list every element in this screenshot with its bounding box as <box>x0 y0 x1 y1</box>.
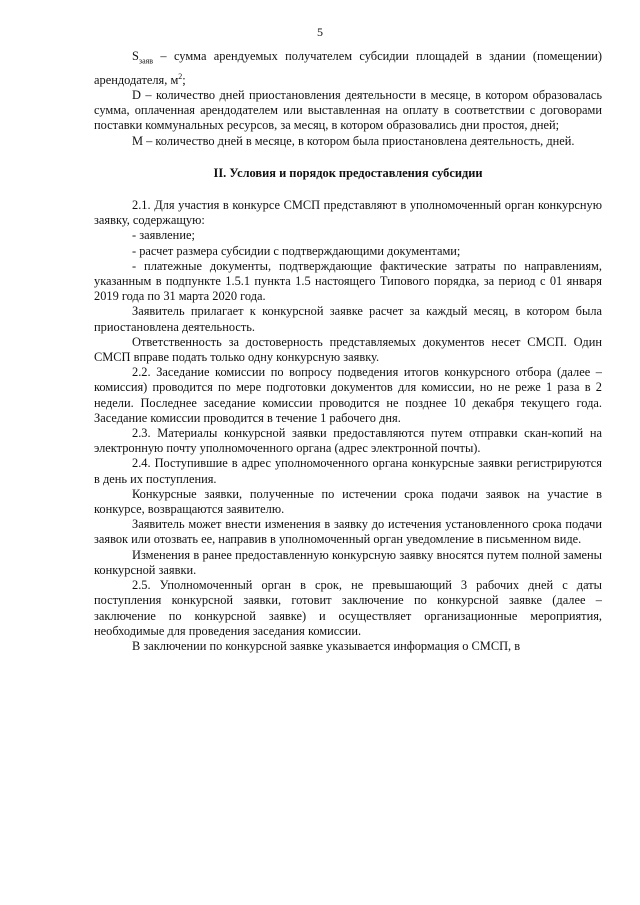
paragraph-2-3: 2.3. Материалы конкурсной заявки предоставляются путем отправки скан-копий на электронную почту уполномоченного органа (адрес электронной почты). <box>94 426 602 456</box>
paragraph-replacement: Изменения в ранее предоставленную конкурсную заявку вносятся путем полной замены конкурсной заявки. <box>94 547 602 577</box>
list-item-payment-documents: - платежные документы, подтверждающие фактические затраты по направлениям, указанным в подпункте 1.5.1 пункта 1.5 настоящего Типового порядка, за период с 01 января 2019 года по 31 марта 2020 года. <box>94 258 602 304</box>
paragraph-m-days: М – количество дней в месяце, в котором была приостановлена деятельность, дней. <box>132 133 575 148</box>
paragraph-late-applications: Конкурсные заявки, полученные по истечении срока подачи заявок на участие в конкурсе, возвращаются заявителю. <box>94 486 602 517</box>
variable-s: S <box>132 49 139 63</box>
document-body <box>94 49 602 654</box>
paragraph-d-days: D – количество дней приостановления деятельности в месяце, в котором образовалась сумма, оплаченная арендодателем или выставленная на оплату в соответствии с договорами поставки коммунальных ресурсов, за месяц, в котором образовались дни простоя, дней; <box>94 88 602 133</box>
paragraph-conclusion-info: В заключении по конкурсной заявке указывается информация о СМСП, в <box>132 638 521 653</box>
variable-s-subscript: заяв <box>138 56 154 66</box>
paragraph-responsibility: Ответственность за достоверность представляемых документов несет СМСП. Один СМСП вправе подать только одну конкурсную заявку. <box>94 334 602 365</box>
section-title: II. Условия и порядок предоставления субсидии <box>213 165 483 180</box>
paragraph-s-area-end: ; <box>182 72 186 87</box>
paragraph-monthly-calculation: Заявитель прилагает к конкурсной заявке расчет за каждый месяц, в котором была приостановлена деятельность. <box>94 304 602 334</box>
paragraph-2-2: 2.2. Заседание комиссии по вопросу подведения итогов конкурсного отбора (далее – комиссия) проводится по мере подготовки документов для комиссии, но не реже 1 раза в 2 недели. Последнее заседание комиссии проводится не позднее 10 декабря текущего года. Заседание комиссии проводится в течение 1 рабочего дня. <box>94 365 602 425</box>
page-number: 5 <box>317 25 323 39</box>
paragraph-2-5: 2.5. Уполномоченный орган в срок, не превышающий 3 рабочих дней с даты поступления конкурсной заявки, готовит заключение по конкурсной заявке (далее – заключение по конкурсной заявке) и осуществляет организационные мероприятия, необходимые для проведения заседания комиссии. <box>94 578 602 638</box>
paragraph-2-4: 2.4. Поступившие в адрес уполномоченного органа конкурсные заявки регистрируются в день их поступления. <box>94 456 602 486</box>
list-item-calculation: - расчет размера субсидии с подтверждающими документами; <box>132 243 461 258</box>
unit-superscript: 2 <box>178 71 183 81</box>
paragraph-s-area <box>94 49 602 88</box>
paragraph-s-area-text: – сумма арендуемых получателем субсидии площадей в здании (помещении) арендодателя, м <box>94 49 602 87</box>
list-item-application: - заявление; <box>132 228 195 243</box>
paragraph-changes-withdrawal: Заявитель может внести изменения в заявку до истечения установленного срока подачи заявок или отозвать ее, направив в уполномоченный орган уведомление в письменном виде. <box>94 517 602 547</box>
paragraph-2-1: 2.1. Для участия в конкурсе СМСП представляют в уполномоченный орган конкурсную заявку, содержащую: <box>94 198 602 228</box>
